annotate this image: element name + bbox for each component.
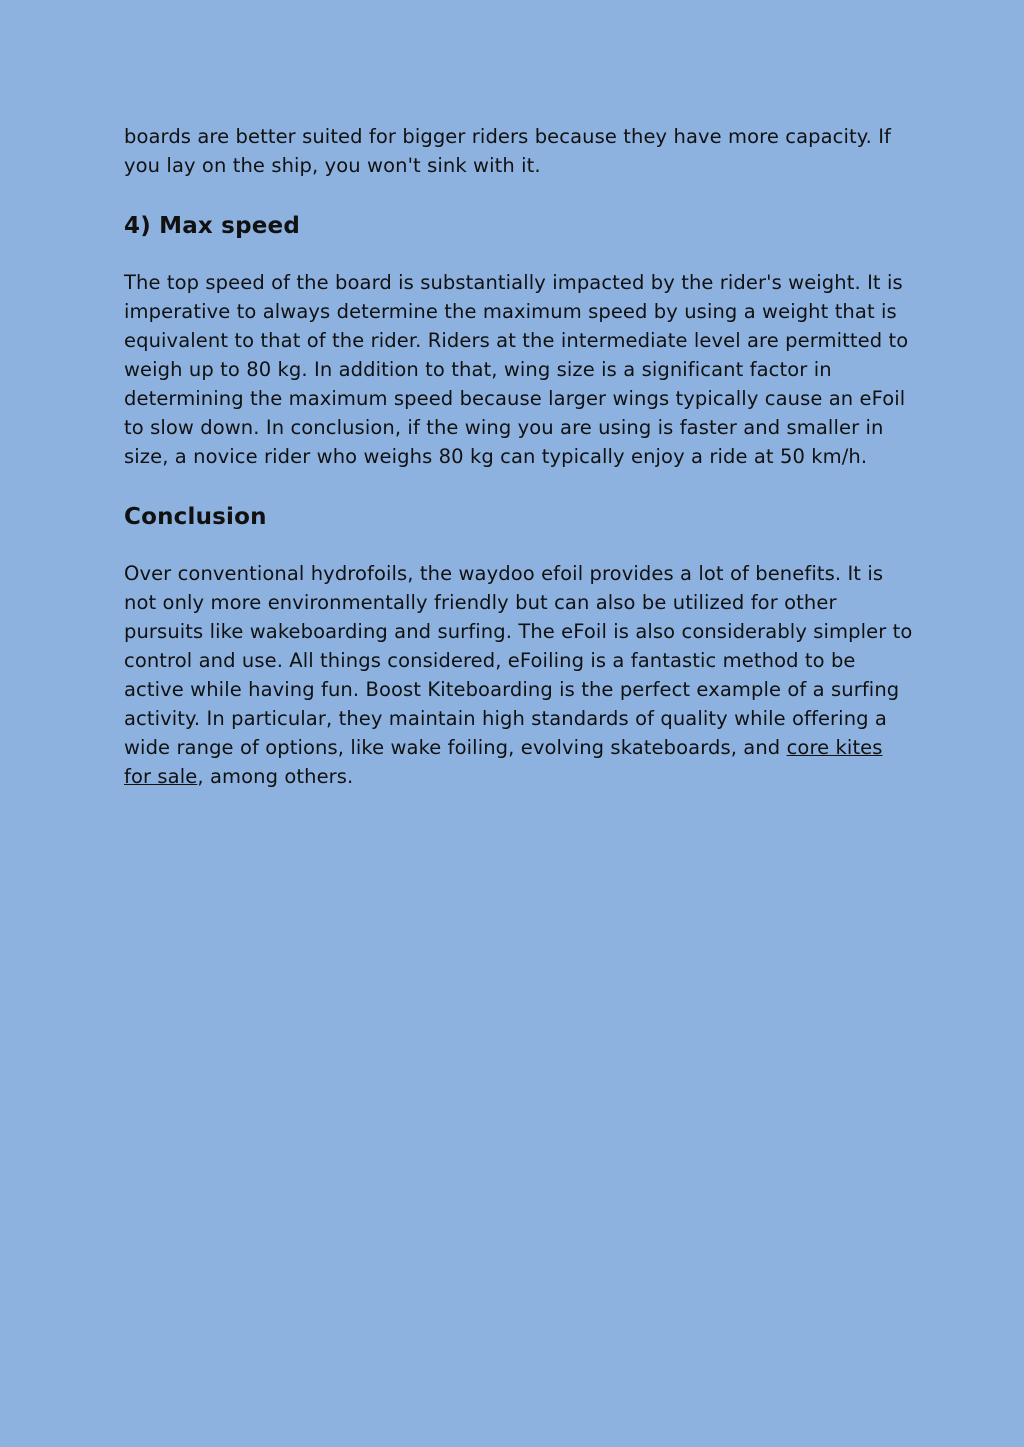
conclusion-paragraph	[124, 559, 914, 791]
intro-paragraph: boards are better suited for bigger riders because they have more capacity. If you lay on the ship, you won't sink with it.	[124, 125, 892, 177]
conclusion-text-after-link: , among others.	[197, 765, 354, 788]
conclusion-heading: Conclusion	[124, 504, 267, 530]
document-body	[124, 122, 914, 791]
core-kites-link[interactable]: core kites for sale	[124, 736, 883, 788]
max-speed-heading: 4) Max speed	[124, 213, 300, 239]
conclusion-text-before-link: Over conventional hydrofoils, the waydoo efoil provides a lot of benefits. It is not only more environmentally friendly but can also be utilized for other pursuits like wakeboarding and surfing. The eFoil is also considerably simpler to control and use. All things considered, eFoiling is a fantastic method to be active while having fun. Boost Kiteboarding is the perfect example of a surfing activity. In particular, they maintain high standards of quality while offering a wide range of options, like wake foiling, evolving skateboards, and	[124, 562, 913, 759]
max-speed-paragraph: The top speed of the board is substantially impacted by the rider's weight. It is imperative to always determine the maximum speed by using a weight that is equivalent to that of the rider. Riders at the intermediate level are permitted to weigh up to 80 kg. In addition to that, wing size is a significant factor in determining the maximum speed because larger wings typically cause an eFoil to slow down. In conclusion, if the wing you are using is faster and smaller in size, a novice rider who weighs 80 kg can typically enjoy a ride at 50 km/h.	[124, 271, 909, 468]
